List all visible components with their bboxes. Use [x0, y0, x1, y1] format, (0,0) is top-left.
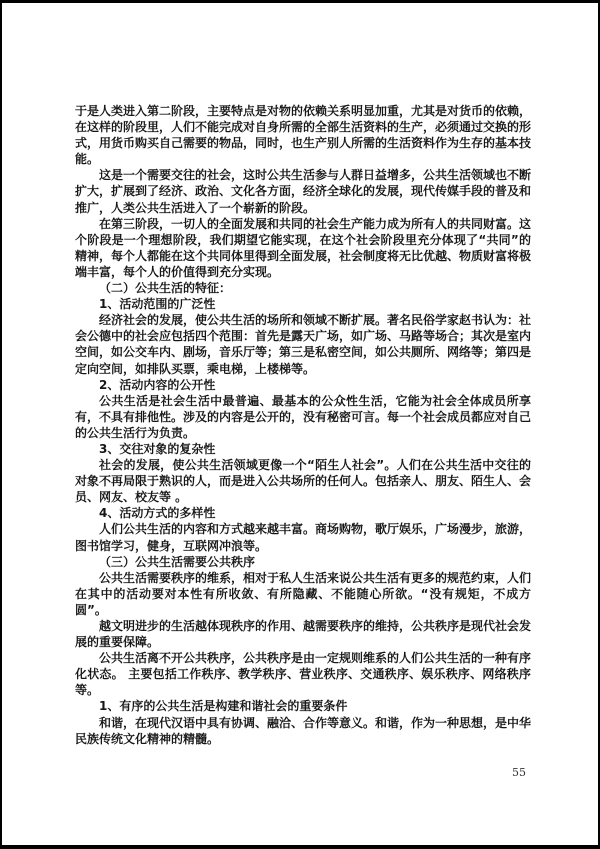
section-heading: 1、活动范围的广泛性	[99, 297, 216, 312]
body-paragraph: 公共生活需要秩序的维系，相对于私人生活来说公共生活有更多的规范约束，人们在其中的活动要对本性有所收敛、有所隐藏、不能随心所欲。“没有规矩，不成方圆”。	[75, 570, 532, 617]
body-paragraph: 越文明进步的生活越体现秩序的作用、越需要秩序的维持，公共秩序是现代社会发展的重要保障。	[75, 619, 532, 650]
text-content	[75, 103, 531, 747]
body-paragraph: 这是一个需要交往的社会，这时公共生活参与人群日益增多，公共生活领域也不断扩大，扩展到了经济、政治、文化各方面，经济全球化的发展，现代传媒手段的普及和推广，人类公共生活进入了一个崭新的阶段。	[75, 168, 532, 215]
body-paragraph: 人们公共生活的内容和方式越来越丰富。商场购物，歌厅娱乐，广场漫步，旅游，图书馆学习，健身，互联网冲浪等。	[75, 522, 532, 553]
body-paragraph: 公共生活离不开公共秩序，公共秩序是由一定规则维系的人们公共生活的一种有序化状态。 主要包括工作秩序、教学秩序、营业秩序、交通秩序、娱乐秩序、网络秩序等。	[75, 651, 532, 698]
section-heading: 2、活动内容的公开性	[99, 377, 216, 392]
body-paragraph: 和谐，在现代汉语中具有协调、融洽、合作等意义。和谐，作为一种思想，是中华民族传统文化精神的精髓。	[75, 715, 532, 746]
section-heading: 4、活动方式的多样性	[99, 506, 216, 521]
section-heading: （二）公共生活的特征：	[99, 281, 232, 296]
body-paragraph: 于是人类进入第二阶段，主要特点是对物的依赖关系明显加重，尤其是对货币的依赖，在这样的阶段里，人们不能完成对自身所需的全部生活资料的生产，必须通过交换的形式，用货币购买自己需要的物品，同时，也生产别人所需的生活资料作为生存的基本技能。	[75, 104, 532, 167]
section-heading: 3、交往对象的复杂性	[99, 441, 216, 456]
page-number: 55	[512, 766, 526, 779]
section-heading: （三）公共生活需要公共秩序	[99, 554, 256, 569]
body-paragraph: 经济社会的发展，使公共生活的场所和领域不断扩展。著名民俗学家赵书认为：社会公德中的社会应包括四个范围：首先是露天广场，如广场、马路等场合；其次是室内空间，如公交车内、剧场，音乐厅等；第三是私密空间，如公共厕所、网络等；第四是定向空间，如排队买票，乘电梯，上楼梯等。	[75, 313, 532, 376]
body-paragraph: 在第三阶段，一切人的全面发展和共同的社会生产能力成为所有人的共同财富。这个阶段是一个理想阶段，我们期望它能实现，在这个社会阶段里充分体现了“共同”的精神，每个人都能在这个共同体里得到全面发展，社会制度将无比优越、物质财富将极端丰富，每个人的价值得到充分实现。	[75, 216, 532, 279]
body-paragraph: 社会的发展，使公共生活领域更像一个“陌生人社会”。人们在公共生活中交往的对象不再局限于熟识的人，而是进入公共场所的任何人。包括亲人、朋友、陌生人、会员、网友、校友等 。	[75, 458, 532, 505]
section-heading: 1、有序的公共生活是构建和谐社会的重要条件	[99, 699, 348, 714]
body-paragraph: 公共生活是社会生活中最普遍、最基本的公众性生活，它能为社会全体成员所享有，不具有排他性。涉及的内容是公开的，没有秘密可言。每一个社会成员都应对自己的公共生活行为负责。	[75, 393, 532, 440]
